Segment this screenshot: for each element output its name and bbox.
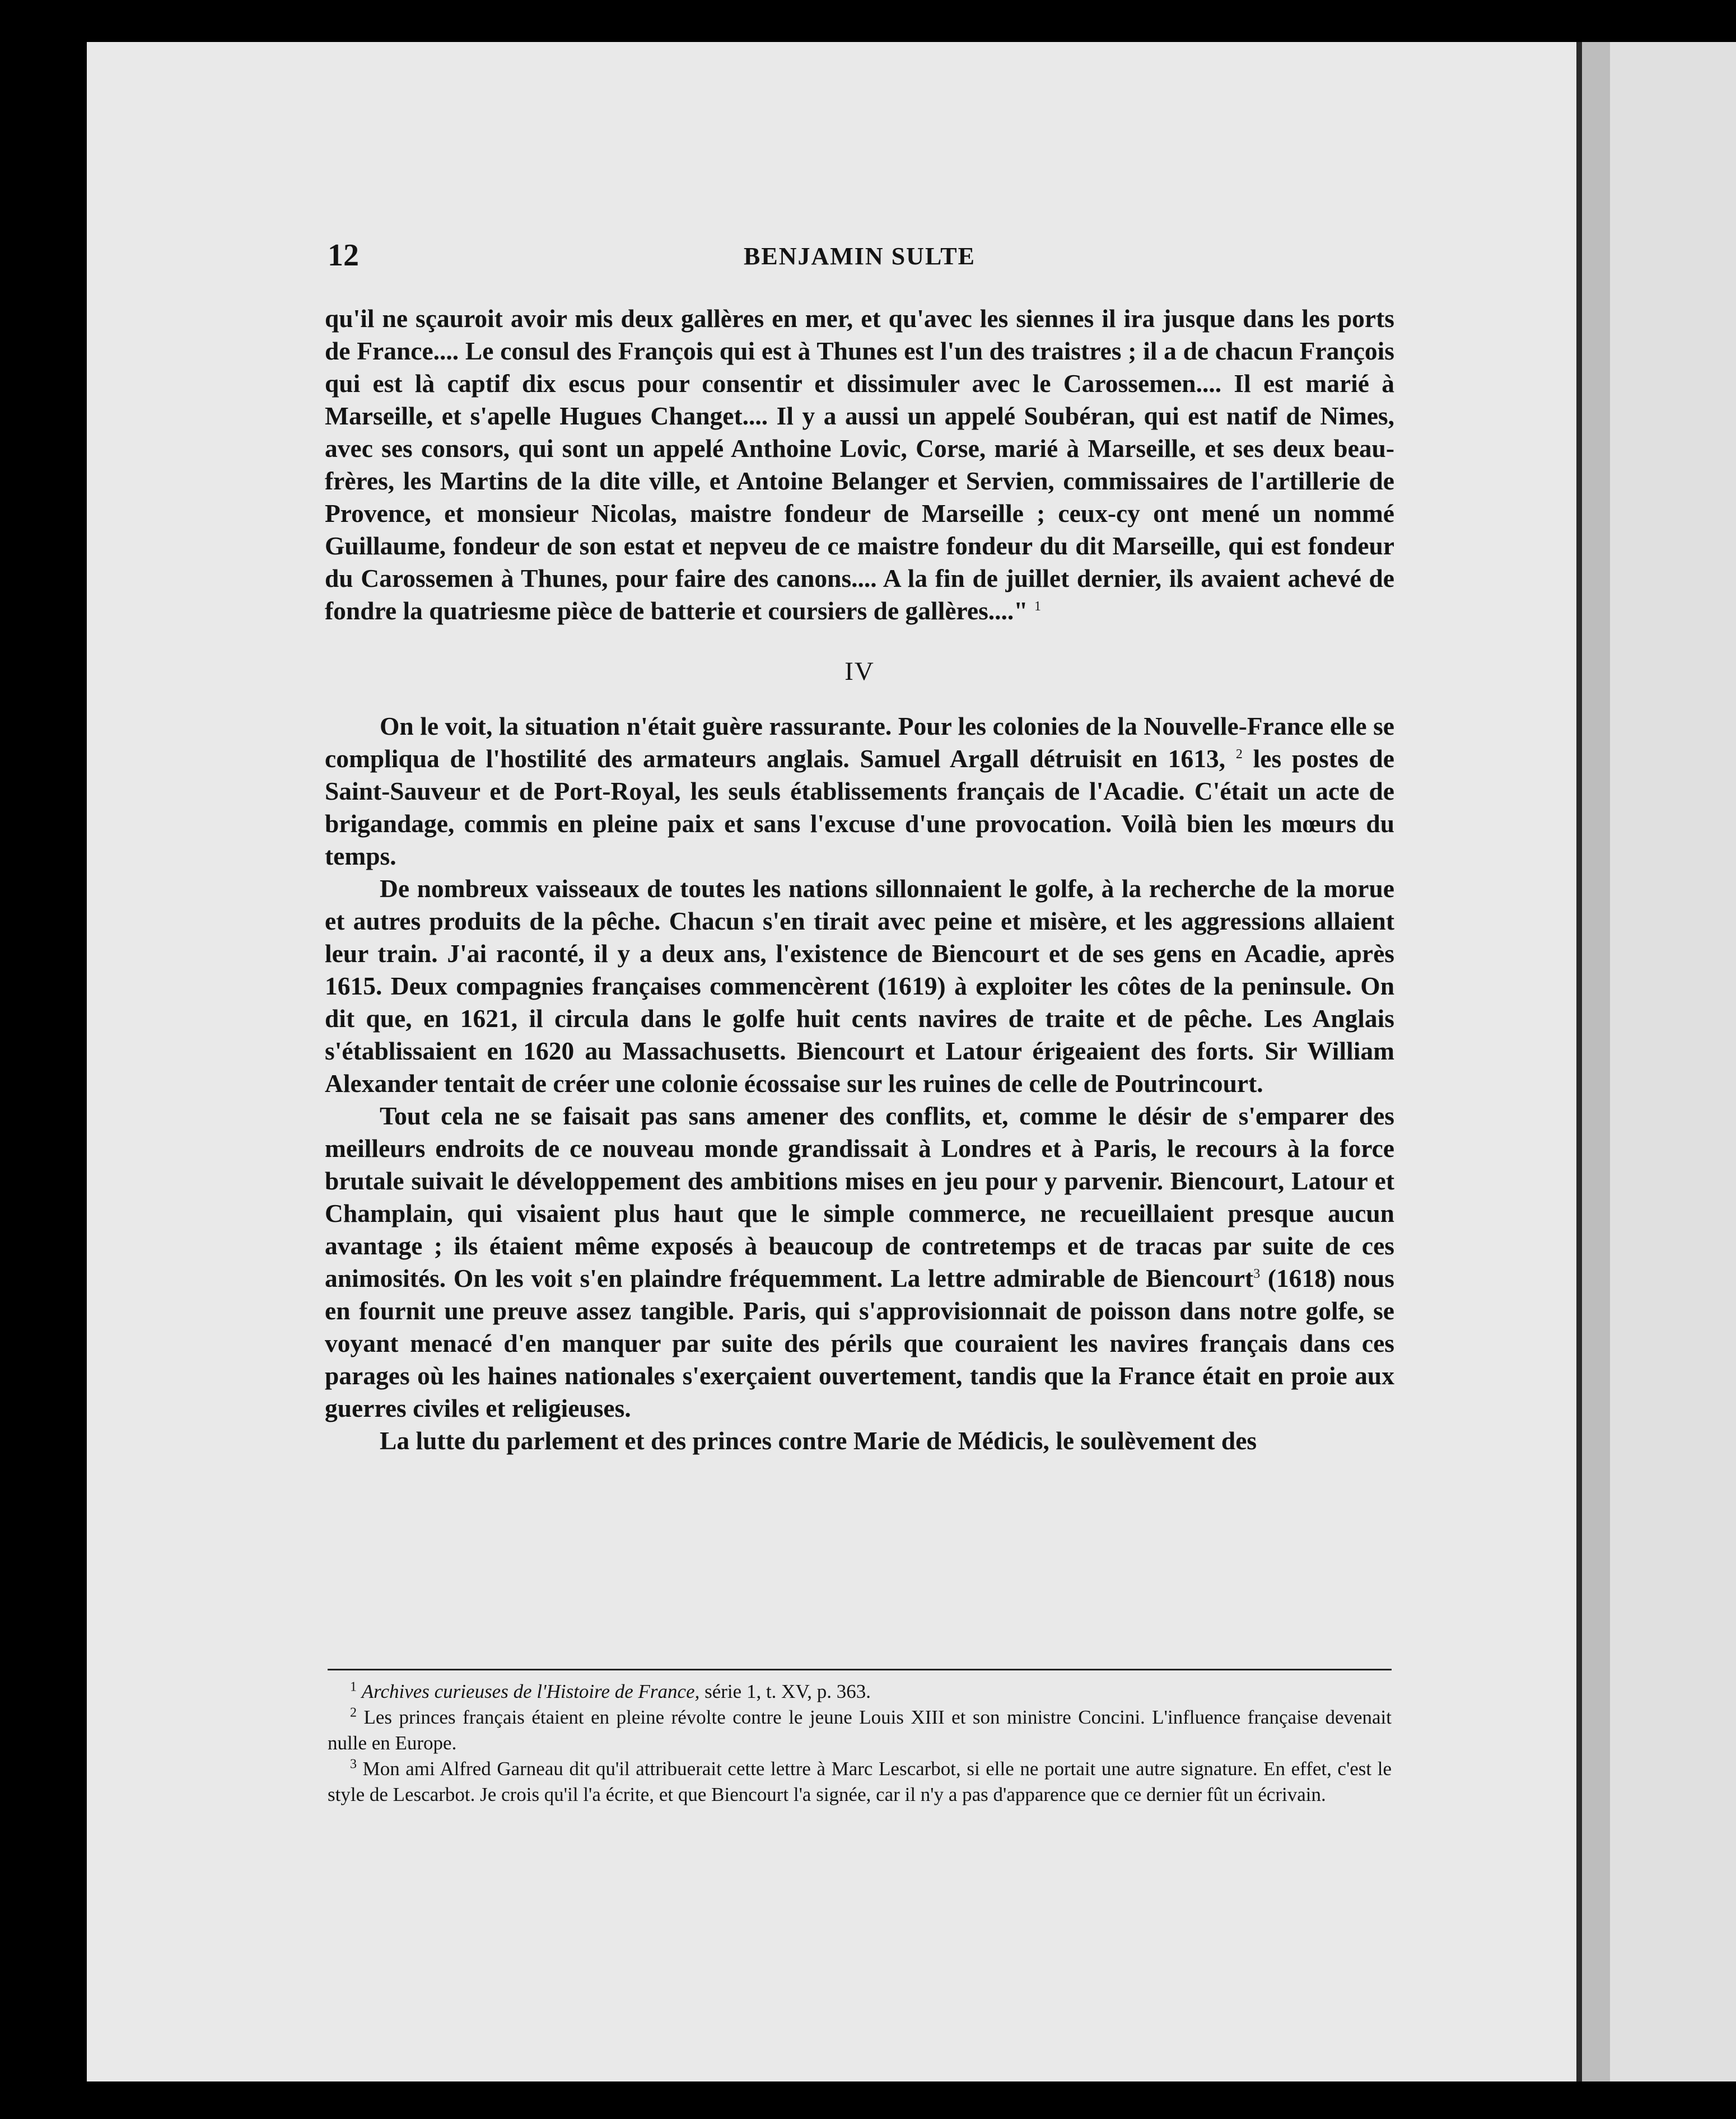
page-number: 12 [328, 238, 359, 273]
footnotes [328, 1679, 1392, 1808]
quote-text: qu'il ne sçauroit avoir mis deux gallères en mer, et qu'avec les siennes il ira jusque dans les ports de France.... Le consul des François qui est à Thunes est l'un des traistres ; il a de chacun François qui est là captif dix escus pour consentir et dissimuler avec le Carossemen.... Il est marié à Marseille, et s'apelle Hugues Changet.... Il y a aussi un appelé Soubéran, qui est natif de Nimes, avec ses consors, qui sont un appelé Anthoine Lovic, Corse, marié à Marseille, et ses deux beau-frères, les Martins de la dite ville, et Antoine Belanger et Servien, commissaires de l'artillerie de Provence, et monsieur Nicolas, maistre fondeur de Marseille ; ceux-cy ont mené un nommé Guillaume, fondeur de son estat et nepveu de ce maistre fondeur du dit Marseille, qui est fondeur du Carossemen à Thunes, pour faire des canons.... A la fin de juillet dernier, ils avaient achevé de fondre la quatriesme pièce de batterie et coursiers de gallères...." [325, 304, 1394, 625]
quote-paragraph [325, 302, 1394, 627]
footnote-1-title: Archives curieuses de l'Histoire de France, [361, 1681, 700, 1702]
footnote-3-number: 3 [350, 1757, 357, 1772]
footnote-rule [328, 1669, 1392, 1670]
footnote-2 [328, 1705, 1392, 1756]
footnote-ref-2: 2 [1235, 746, 1243, 762]
paragraph-3-text-a: Tout cela ne se faisait pas sans amener des conflits, et, comme le désir de s'emparer des meilleurs endroits de ce nouveau monde grandissait à Londres et à Paris, le recours à la force brutale suivait le développement des ambitions mises en jeu pour y parvenir. Biencourt, Latour et Champlain, qui visaient plus haut que le simple commerce, ne recueillaient presque aucun avantage ; ils étaient même exposés à beaucoup de contretemps et de tracas par suite de ces animosités. On les voit s'en plaindre fréquemment. La lettre admirable de Biencourt [325, 1101, 1394, 1292]
section-heading: IV [844, 657, 875, 686]
paragraph-3-text-b: (1618) nous en fournit une preuve assez tangible. Paris, qui s'approvisionnait de poisson dans notre golfe, se voyant menacé d'en manquer par suite des périls que couraient les navires français dans ces parages où les haines nationales s'exerçaient ouvertement, tandis que la France était en proie aux guerres civiles et religieuses. [325, 1264, 1394, 1422]
footnote-3 [328, 1756, 1392, 1808]
footnote-1 [328, 1679, 1392, 1705]
footnote-2-number: 2 [350, 1705, 357, 1720]
paragraph-2: De nombreux vaisseaux de toutes les nations sillonnaient le golfe, à la recherche de la morue et autres produits de la pêche. Chacun s'en tirait avec peine et misère, et les aggressions allaient leur train. J'ai raconté, il y a deux ans, l'existence de Biencourt et de ses gens en Acadie, après 1615. Deux compagnies françaises commencèrent (1619) à exploiter les côtes de la peninsule. On dit que, en 1621, il circula dans le golfe huit cents navires de traite et de pêche. Les Anglais s'établissaient en 1620 au Massachusetts. Biencourt et Latour érigeaient des forts. Sir William Alexander tentait de créer une colonie écossaise sur les ruines de celle de Poutrincourt. [325, 874, 1394, 1098]
paragraph-1 [325, 710, 1394, 872]
footnote-1-text: série 1, t. XV, p. 363. [704, 1681, 871, 1702]
page-header [328, 237, 1392, 277]
footnote-ref-3: 3 [1253, 1266, 1261, 1281]
paragraph-1-text-b: les postes de Saint-Sauveur et de Port-Royal, les seuls établissements français de l'Acadie. C'était un acte de brigandage, commis en pleine paix et sans l'excuse d'une provocation. Voilà bien les mœurs du temps. [325, 744, 1394, 870]
paragraph-3 [325, 1100, 1394, 1425]
paragraph-1-text-a: On le voit, la situation n'était guère rassurante. Pour les colonies de la Nouvelle-France elle se compliqua de l'hostilité des armateurs anglais. Samuel Argall détruisit en 1613, [325, 712, 1394, 773]
footnote-2-text: Les princes français étaient en pleine révolte contre le jeune Louis XIII et son ministre Concini. L'influence française devenait nulle en Europe. [328, 1706, 1392, 1754]
footnote-1-number: 1 [350, 1679, 357, 1695]
paragraph-4: La lutte du parlement et des princes contre Marie de Médicis, le soulèvement des [380, 1426, 1257, 1455]
footnote-3-text: Mon ami Alfred Garneau dit qu'il attribuerait cette lettre à Marc Lescarbot, si elle ne portait une autre signature. En effet, c'est le style de Lescarbot. Je crois qu'il l'a écrite, et que Biencourt l'a signée, car il n'y a pas d'apparence que ce dernier fût un écrivain. [328, 1758, 1392, 1805]
running-head: BENJAMIN SULTE [744, 242, 976, 270]
page-edge [1582, 42, 1610, 2081]
adjacent-page [1610, 42, 1736, 2081]
footnote-ref-1: 1 [1034, 599, 1041, 614]
body-text [325, 302, 1394, 1457]
